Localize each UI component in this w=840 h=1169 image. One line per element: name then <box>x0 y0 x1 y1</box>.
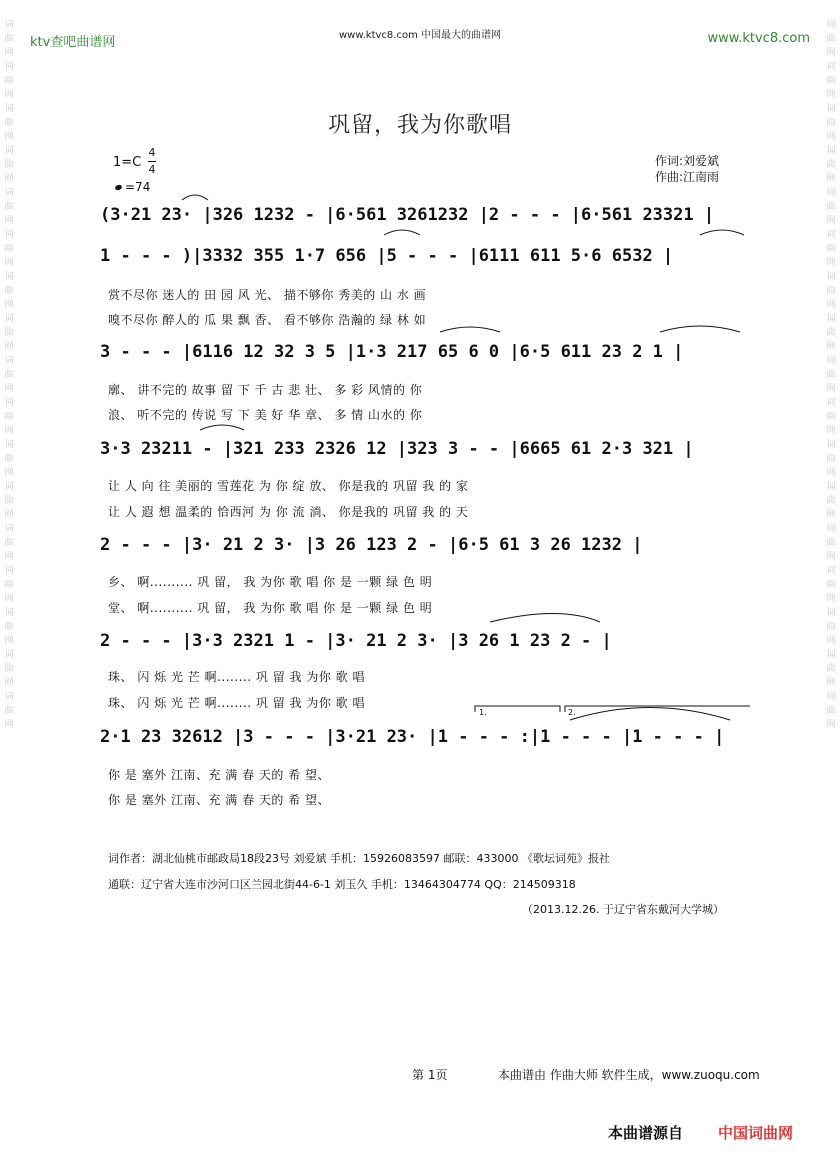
watermark-glyph: 词 <box>4 566 14 576</box>
watermark-glyph: 网 <box>826 258 836 268</box>
score-row-4: 3·3 23211 - |321 233 2326 12 |323 3 - - |6665 61 2·3 321 | <box>100 439 694 459</box>
watermark-glyph: 网 <box>826 636 836 646</box>
watermark-glyph: 曲 <box>4 412 14 422</box>
watermark-glyph: 词 <box>4 230 14 240</box>
watermark-glyph: 网 <box>4 216 14 226</box>
watermark-glyph: 词 <box>4 440 14 450</box>
watermark-glyph: 网 <box>4 384 14 394</box>
watermark-glyph: 词 <box>4 608 14 618</box>
watermark-glyph: 词 <box>826 440 836 450</box>
composer-contact: 通联：辽宁省大连市沙河口区兰园北街44-6-1 刘玉久 手机：13464304774 QQ：214509318 <box>108 878 576 891</box>
watermark-glyph: 词 <box>4 356 14 366</box>
watermark-glyph: 曲 <box>4 34 14 44</box>
watermark-glyph: 曲 <box>4 454 14 464</box>
volta-label: 2. <box>568 708 576 717</box>
time-signature-top: 4 <box>148 146 156 159</box>
watermark-glyph: 网 <box>826 300 836 310</box>
watermark-glyph: 词 <box>826 188 836 198</box>
volta-bracket <box>565 706 750 712</box>
watermark-glyph: 网 <box>826 174 836 184</box>
lyric-line-6b: 珠、 闪 烁 光 芒 啊........ 巩 留 我 为你 歌 唱 <box>108 696 365 710</box>
watermark-glyph: 曲 <box>4 622 14 632</box>
watermark-glyph: 词 <box>4 692 14 702</box>
watermark-glyph: 曲 <box>826 328 836 338</box>
watermark-glyph: 词 <box>826 20 836 30</box>
watermark-glyph: 网 <box>826 426 836 436</box>
watermark-glyph: 网 <box>4 678 14 688</box>
volta-bracket <box>475 706 560 712</box>
watermark-glyph: 网 <box>4 90 14 100</box>
watermark-glyph: 词 <box>826 272 836 282</box>
watermark-glyph: 词 <box>4 20 14 30</box>
watermark-glyph: 曲 <box>826 664 836 674</box>
source-label: 本曲谱源自 <box>608 1124 684 1142</box>
watermark-glyph: 曲 <box>826 34 836 44</box>
slur <box>182 195 208 200</box>
site-header-center: www.ktvc8.com 中国最大的曲谱网 <box>338 30 501 41</box>
score-row-3: 3 - - - |6116 12 32 3 5 |1·3 217 65 6 0 |6·5 611 23 2 1 | <box>100 342 684 362</box>
slur <box>700 230 744 235</box>
watermark-glyph: 曲 <box>826 580 836 590</box>
watermark-glyph: 曲 <box>4 286 14 296</box>
watermark-glyph: 网 <box>826 384 836 394</box>
watermark-glyph: 词 <box>826 608 836 618</box>
watermark-glyph: 曲 <box>4 244 14 254</box>
volta-label: 1. <box>479 708 487 717</box>
watermark-glyph: 曲 <box>4 118 14 128</box>
watermark-glyph: 词 <box>4 272 14 282</box>
score-row-5: 2 - - - |3· 21 2 3· |3 26 123 2 - |6·5 61 3 26 1232 | <box>100 535 643 555</box>
lyric-line-7b: 你 是 塞外 江南、充 满 春 天的 希 望、 <box>108 793 331 807</box>
watermark-glyph: 曲 <box>4 664 14 674</box>
watermark-glyph: 网 <box>4 174 14 184</box>
watermark-glyph: 网 <box>826 216 836 226</box>
watermark-glyph: 网 <box>4 636 14 646</box>
slur <box>490 614 600 623</box>
watermark-glyph: 词 <box>826 230 836 240</box>
lyricist: 作词:刘爱斌 <box>655 154 720 168</box>
watermark-glyph: 曲 <box>826 244 836 254</box>
watermark-glyph: 曲 <box>826 202 836 212</box>
watermark-glyph: 网 <box>826 48 836 58</box>
watermark-glyph: 网 <box>826 678 836 688</box>
watermark-glyph: 网 <box>4 468 14 478</box>
watermark-glyph: 网 <box>826 594 836 604</box>
watermark-glyph: 词 <box>4 104 14 114</box>
composition-date: （2013.12.26. 于辽宁省东戴河大学城） <box>522 903 724 916</box>
watermark-glyph: 网 <box>4 300 14 310</box>
watermark-glyph: 词 <box>826 692 836 702</box>
composer: 作曲:江南雨 <box>655 170 720 184</box>
generator-note: 本曲谱由 作曲大师 软件生成，www.zuoqu.com <box>498 1068 760 1082</box>
watermark-glyph: 词 <box>826 104 836 114</box>
watermark-glyph: 网 <box>826 342 836 352</box>
watermark-glyph: 曲 <box>4 160 14 170</box>
song-title: 巩留，我为你歌唱 <box>327 113 512 138</box>
watermark-glyph: 词 <box>826 146 836 156</box>
watermark-glyph: 词 <box>826 356 836 366</box>
watermark-glyph: 网 <box>4 594 14 604</box>
watermark-glyph: 词 <box>4 650 14 660</box>
watermark-glyph: 曲 <box>826 286 836 296</box>
watermark-glyph: 曲 <box>826 118 836 128</box>
score-row-6: 2 - - - |3·3 2321 1 - |3· 21 2 3· |3 26 1 23 2 - | <box>100 631 612 651</box>
watermark-glyph: 词 <box>4 188 14 198</box>
watermark-glyph: 曲 <box>4 370 14 380</box>
watermark-glyph: 词 <box>4 314 14 324</box>
source-site-link[interactable]: 中国词曲网 <box>718 1124 794 1142</box>
watermark-glyph: 曲 <box>826 496 836 506</box>
watermark-glyph: 曲 <box>826 454 836 464</box>
watermark-glyph: 网 <box>826 90 836 100</box>
watermark-glyph: 曲 <box>826 706 836 716</box>
score-row-1: (3·21 23· |326 1232 - |6·561 3261232 |2 - - - |6·561 23321 | <box>100 205 715 225</box>
watermark-glyph: 词 <box>4 398 14 408</box>
page-number: 第 1页 <box>412 1068 448 1082</box>
site-name-left[interactable]: ktv查吧曲谱网 <box>30 35 116 50</box>
tempo-value: =74 <box>125 180 151 194</box>
site-url-right[interactable]: www.ktvc8.com <box>707 31 810 46</box>
watermark-glyph: 曲 <box>826 160 836 170</box>
watermark-glyph: 词 <box>4 146 14 156</box>
watermark-glyph: 曲 <box>4 706 14 716</box>
lyric-line-4b: 让 人 遐 想 温柔的 恰西河 为 你 流 淌、 你是我的 巩留 我 的 天 <box>108 505 469 519</box>
slur <box>440 327 500 332</box>
watermark-glyph: 网 <box>826 552 836 562</box>
watermark-glyph: 曲 <box>826 622 836 632</box>
slur <box>570 708 730 721</box>
lyric-line-5b: 堂、 啊.......... 巩 留， 我 为你 歌 唱 你 是 一颗 绿 色 明 <box>108 601 433 615</box>
watermark-glyph: 词 <box>826 482 836 492</box>
watermark-glyph: 网 <box>4 510 14 520</box>
watermark-glyph: 词 <box>826 398 836 408</box>
lyric-line-3b: 浪、 听不完的 传说 写 下 美 好 华 章、 多 情 山水的 你 <box>108 408 423 422</box>
watermark-glyph: 网 <box>4 342 14 352</box>
watermark-glyph: 词 <box>4 524 14 534</box>
time-signature-bottom: 4 <box>148 163 156 176</box>
slur <box>660 326 740 332</box>
watermark-glyph: 词 <box>826 314 836 324</box>
watermark-glyph: 曲 <box>826 76 836 86</box>
watermark-glyph: 网 <box>826 510 836 520</box>
watermark-glyph: 网 <box>4 258 14 268</box>
watermark-glyph: 网 <box>826 132 836 142</box>
watermark-glyph: 曲 <box>4 580 14 590</box>
watermark-glyph: 曲 <box>4 496 14 506</box>
lyric-line-5a: 乡、 啊.......... 巩 留， 我 为你 歌 唱 你 是 一颗 绿 色 明 <box>108 575 433 589</box>
watermark-glyph: 网 <box>4 426 14 436</box>
lyric-line-7a: 你 是 塞外 江南、充 满 春 天的 希 望、 <box>108 768 331 782</box>
score-row-7: 2·1 23 32612 |3 - - - |3·21 23· |1 - - - :|1 - - - |1 - - - | <box>100 727 725 747</box>
watermark-glyph: 词 <box>4 482 14 492</box>
watermark-glyph: 曲 <box>4 76 14 86</box>
watermark-glyph: 曲 <box>4 202 14 212</box>
watermark-glyph: 曲 <box>826 538 836 548</box>
watermark-glyph: 网 <box>4 720 14 730</box>
watermark-glyph: 网 <box>826 720 836 730</box>
watermark-glyph: 词 <box>826 650 836 660</box>
watermark-glyph: 词 <box>826 566 836 576</box>
watermark-glyph: 曲 <box>826 412 836 422</box>
watermark-glyph: 曲 <box>826 370 836 380</box>
watermark-glyph: 词 <box>4 62 14 72</box>
lyric-line-6a: 珠、 闪 烁 光 芒 啊........ 巩 留 我 为你 歌 唱 <box>108 670 365 684</box>
lyric-line-2a: 赏不尽你 迷人的 田 园 风 光、 描不够你 秀美的 山 水 画 <box>108 288 427 302</box>
watermark-glyph: 网 <box>4 48 14 58</box>
watermark-glyph: 曲 <box>4 538 14 548</box>
watermark-glyph: 网 <box>826 468 836 478</box>
watermark-glyph: 词 <box>826 524 836 534</box>
key-signature: 1=C <box>113 155 142 170</box>
watermark-glyph: 网 <box>4 132 14 142</box>
watermark-glyph: 词 <box>826 62 836 72</box>
watermark-glyph: 曲 <box>4 328 14 338</box>
author-contact: 词作者：湖北仙桃市邮政局18段23号 刘爱斌 手机：15926083597 邮联：433000 《歌坛词苑》报社 <box>108 852 610 865</box>
lyric-line-3a: 廓、 讲不完的 故事 留 下 千 古 悲 壮、 多 彩 风情的 你 <box>108 383 423 397</box>
lyric-line-2b: 嗅不尽你 醉人的 瓜 果 飘 香、 看不够你 浩瀚的 绿 林 如 <box>108 313 427 327</box>
score-row-2: 1 - - - )|3332 355 1·7 656 |5 - - - |6111 611 5·6 6532 | <box>100 246 674 266</box>
slur <box>384 230 420 235</box>
lyric-line-4a: 让 人 向 往 美丽的 雪莲花 为 你 绽 放、 你是我的 巩留 我 的 家 <box>108 479 469 493</box>
watermark-glyph: 网 <box>4 552 14 562</box>
slur <box>200 425 244 430</box>
